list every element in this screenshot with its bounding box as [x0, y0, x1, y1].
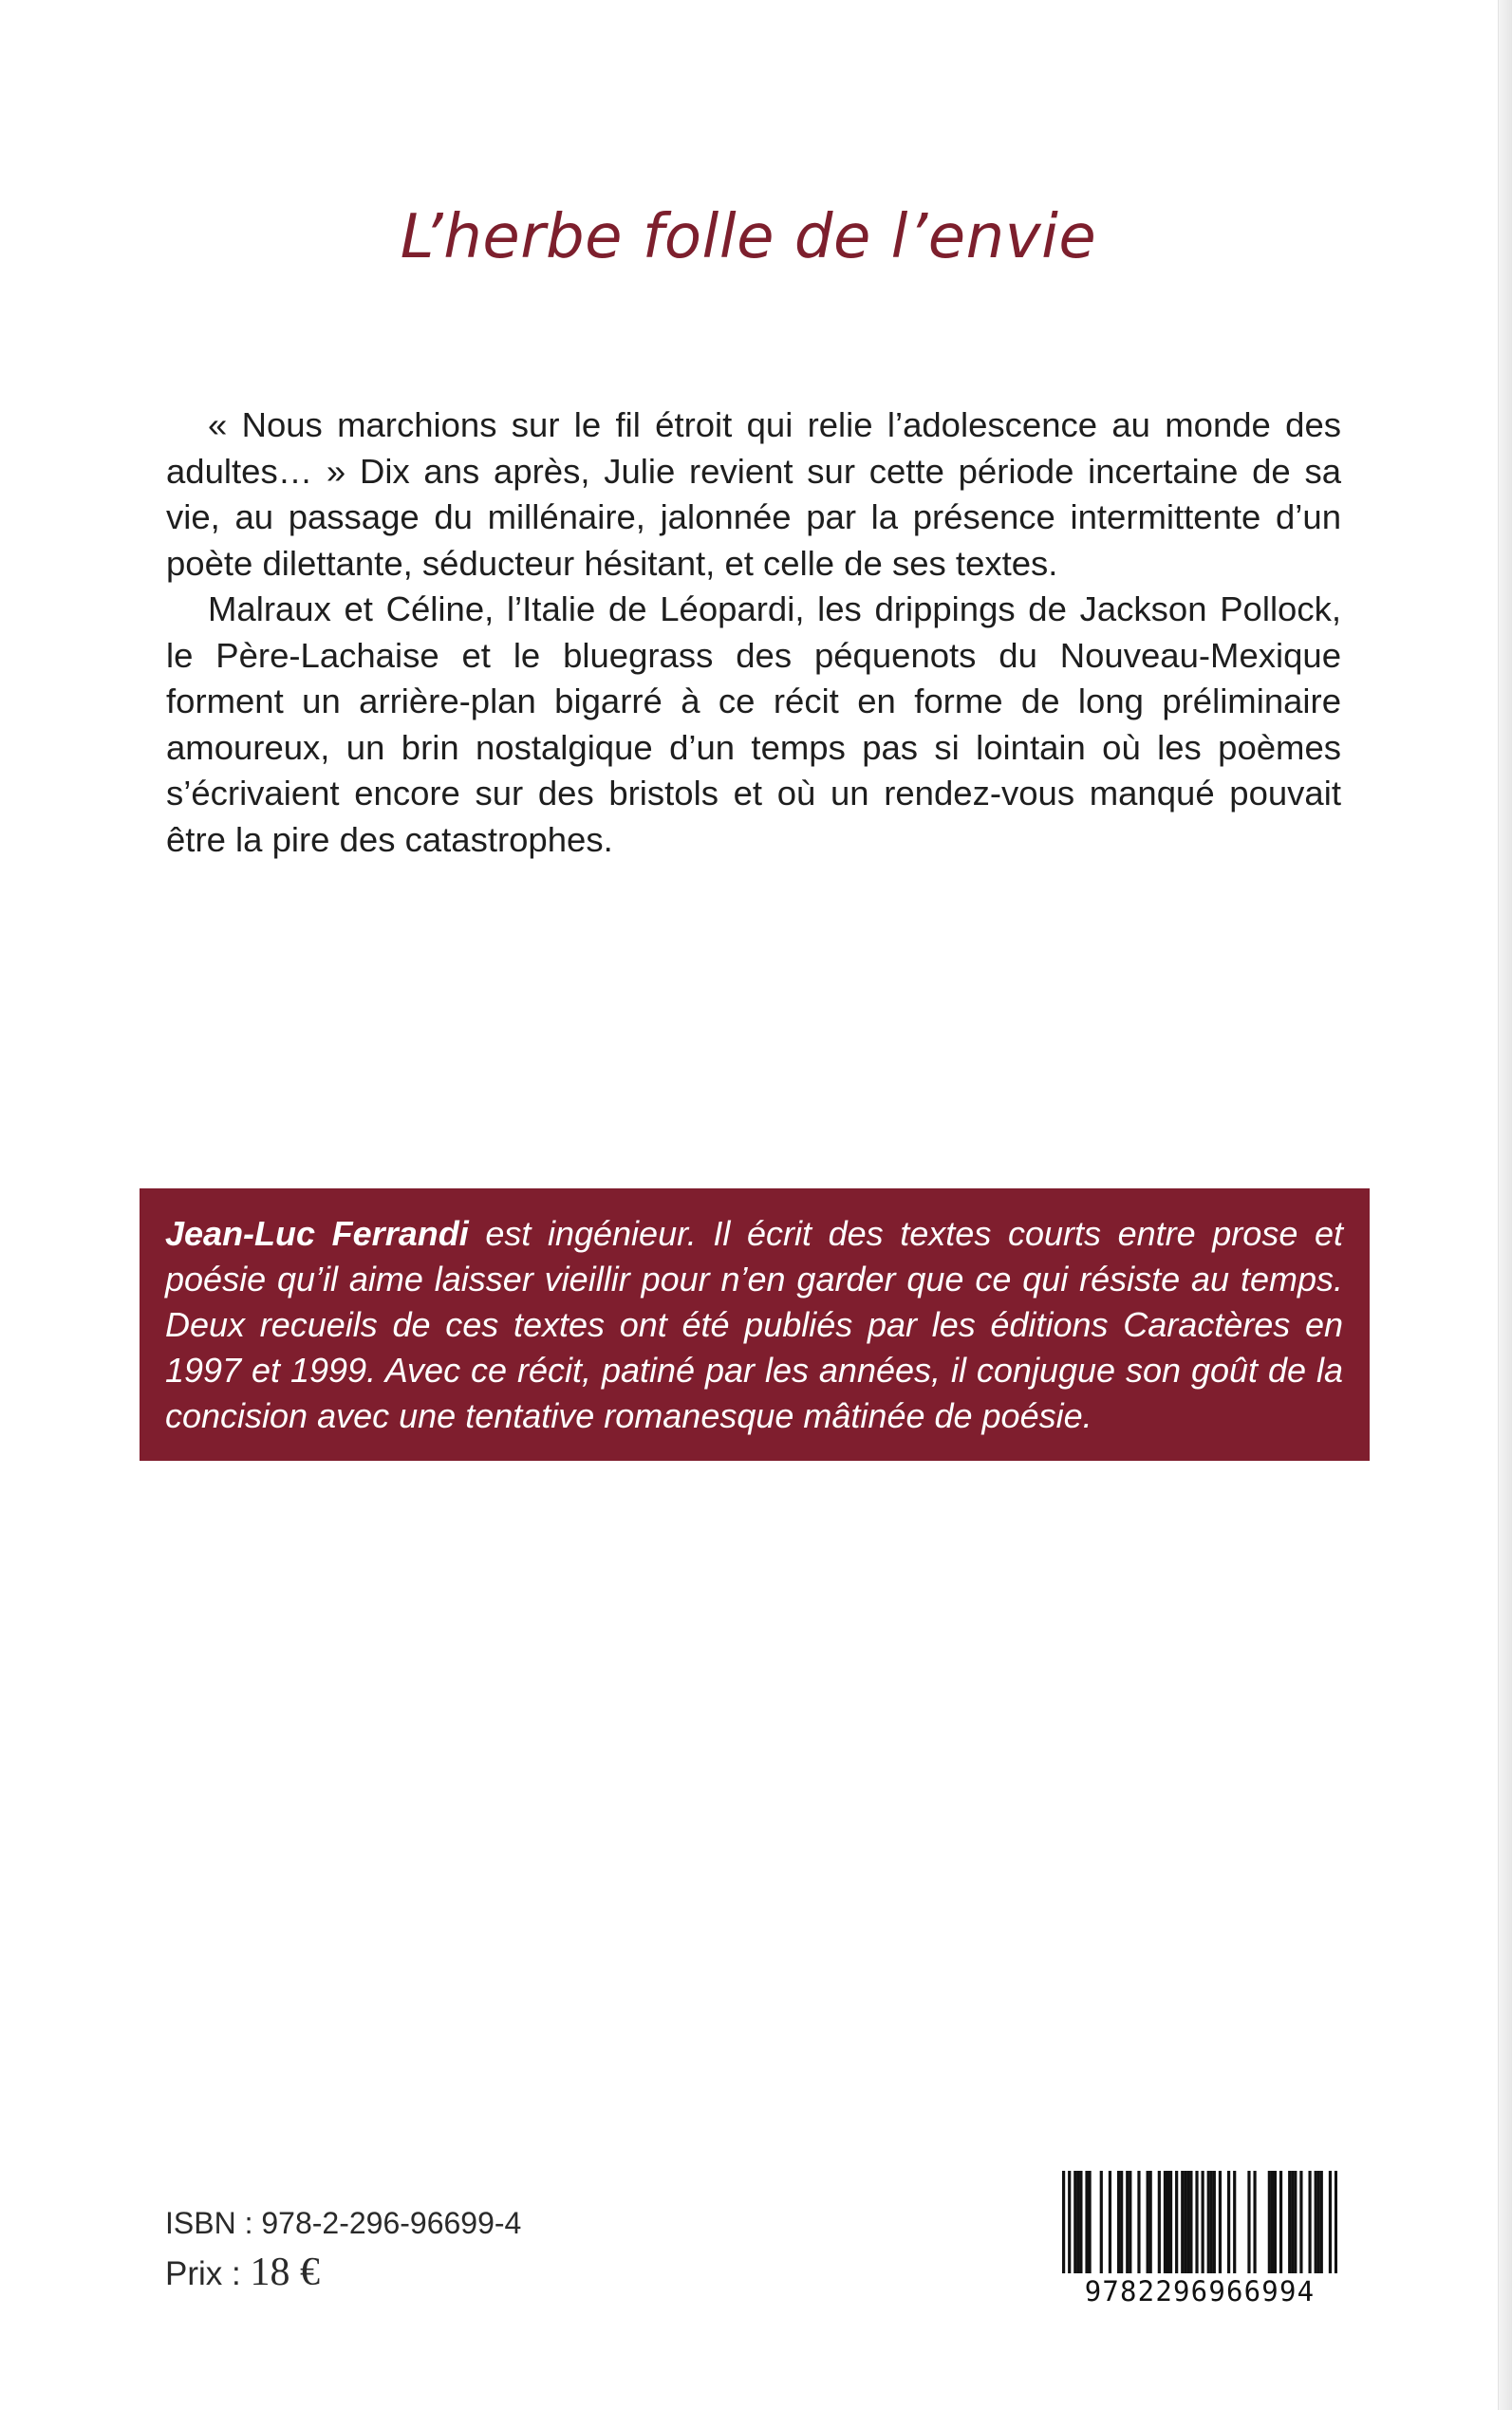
barcode-bars: [1062, 2171, 1337, 2273]
barcode-bar: [1320, 2171, 1323, 2273]
barcode-bar: [1181, 2171, 1184, 2273]
isbn-number: ISBN : 978-2-296-96699-4: [165, 2206, 522, 2240]
barcode-bar: [1288, 2171, 1291, 2273]
author-bio: [165, 1211, 1343, 1439]
price-label: Prix :: [165, 2255, 251, 2292]
barcode-bar: [1335, 2171, 1337, 2273]
page-edge-shadow: [1498, 0, 1512, 2410]
author-bio-text: est ingénieur. Il écrit des textes courts entre prose et poésie qu’il aime laisser vieillir pour n’en garder que ce qui résiste au temps. Deux recueils de ces textes ont été publiés par les éditions Caractères en 1997 et 1999. Avec ce récit, patiné par les années, il conjugue son goût de la concision avec une tentative romanesque mâtinée de poésie.: [165, 1214, 1343, 1435]
barcode-bar: [1068, 2171, 1071, 2273]
barcode-bar: [1207, 2171, 1210, 2273]
barcode-bar: [1329, 2171, 1332, 2273]
author-name: Jean-Luc Ferrandi: [165, 1214, 469, 1253]
barcode-bar: [1088, 2171, 1091, 2273]
barcode-bar: [1279, 2171, 1282, 2273]
barcode-bar: [1120, 2171, 1123, 2273]
barcode-bar: [1175, 2171, 1178, 2273]
barcode-bar: [1271, 2171, 1274, 2273]
barcode-bar: [1073, 2171, 1076, 2273]
barcode-bar: [1299, 2171, 1302, 2273]
barcode-bar: [1253, 2171, 1256, 2273]
barcode-bar: [1079, 2171, 1082, 2273]
barcode-bar: [1109, 2171, 1111, 2273]
blurb-paragraph: Malraux et Céline, l’Italie de Léopardi, les drippings de Jackson Pollock, le Père-Lachaise et le bluegrass des péquenots du Nouveau-Mexique forment un arrière-plan bigarré à ce récit en forme de long préliminaire amoureux, un brin nostalgique d’un temps pas si lointain où les poèmes s’écrivaient encore sur des bristols et où un rendez-vous manqué pouvait être la pire des catastrophes.: [166, 589, 1341, 859]
barcode-bar: [1213, 2171, 1216, 2273]
barcode-bar: [1076, 2171, 1079, 2273]
barcode-bar: [1117, 2171, 1120, 2273]
back-cover-blurb: [166, 402, 1341, 863]
barcode-bar: [1268, 2171, 1271, 2273]
price: [165, 2250, 320, 2297]
barcode-bar: [1274, 2171, 1277, 2273]
barcode-bar: [1137, 2171, 1140, 2273]
price-value: 18 €: [250, 2251, 320, 2294]
barcode-bar: [1169, 2171, 1172, 2273]
barcode-bar: [1186, 2171, 1189, 2273]
barcode-bar: [1062, 2171, 1065, 2273]
barcode-bar: [1167, 2171, 1169, 2273]
barcode-bar: [1085, 2171, 1088, 2273]
author-bio-box: [140, 1188, 1370, 1461]
barcode: [1062, 2171, 1337, 2313]
barcode-bar: [1210, 2171, 1213, 2273]
barcode-bar: [1233, 2171, 1236, 2273]
barcode-bar: [1184, 2171, 1186, 2273]
book-title: L’herbe folle de l’envie: [400, 202, 1097, 272]
barcode-bar: [1308, 2171, 1311, 2273]
barcode-bar: [1219, 2171, 1222, 2273]
barcode-bar: [1202, 2171, 1204, 2273]
barcode-bar: [1189, 2171, 1192, 2273]
barcode-bar: [1317, 2171, 1320, 2273]
barcode-bar: [1100, 2171, 1103, 2273]
barcode-bar: [1315, 2171, 1317, 2273]
barcode-bar: [1294, 2171, 1297, 2273]
barcode-bar: [1126, 2171, 1129, 2273]
barcode-bar: [1247, 2171, 1250, 2273]
blurb-paragraph: « Nous marchions sur le fil étroit qui relie l’adolescence au monde des adultes… » Dix ans après, Julie revient sur cette période incertaine de sa vie, au passage du millénaire, jalonnée par la présence intermittente d’un poète dilettante, séducteur hésitant, et celle de ses textes.: [166, 405, 1341, 583]
barcode-bar: [1158, 2171, 1161, 2273]
barcode-bar: [1164, 2171, 1167, 2273]
barcode-bar: [1129, 2171, 1131, 2273]
barcode-bar: [1149, 2171, 1152, 2273]
barcode-bar: [1147, 2171, 1149, 2273]
barcode-digits: 9782296966994: [1084, 2275, 1316, 2307]
barcode-bar: [1195, 2171, 1198, 2273]
barcode-bar: [1227, 2171, 1230, 2273]
barcode-bar: [1291, 2171, 1294, 2273]
